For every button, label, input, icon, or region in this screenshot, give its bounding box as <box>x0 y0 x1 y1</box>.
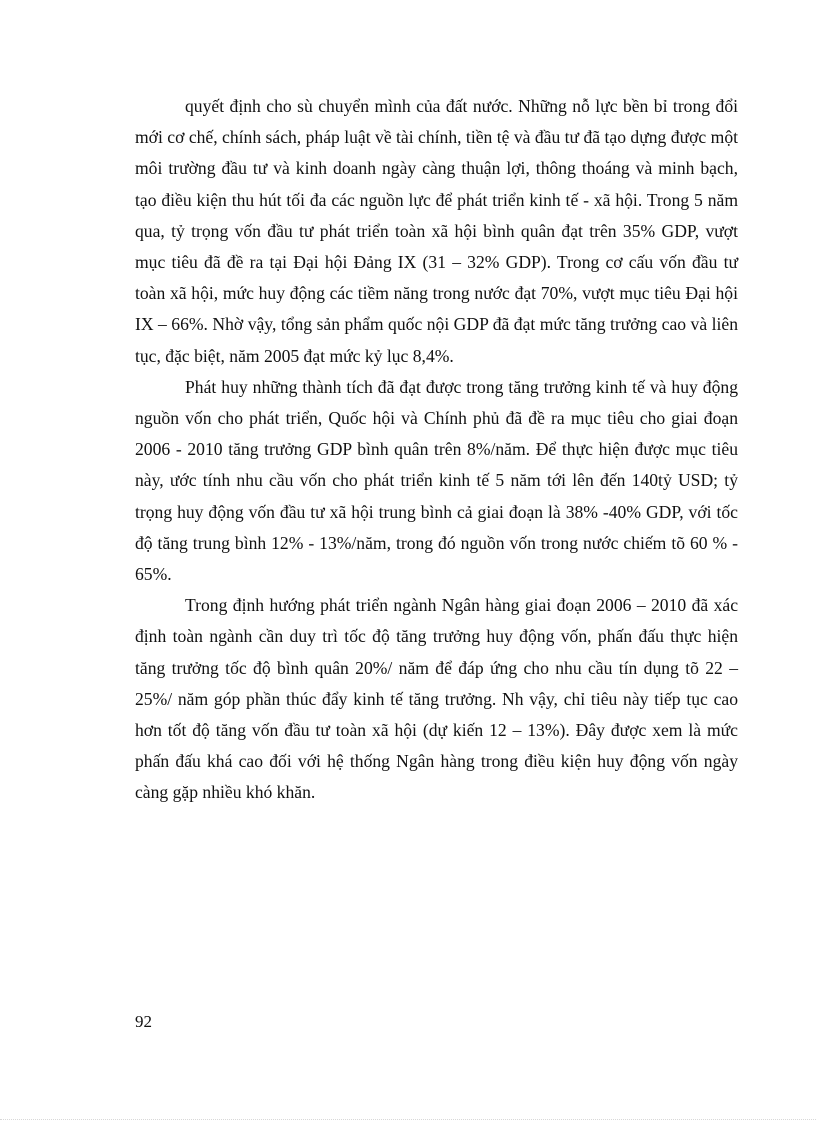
paragraph-2: Phát huy những thành tích đã đạt được trong tăng trưởng kinh tế và huy động nguồn vốn cho phát triển, Quốc hội và Chính phủ đã đề ra mục tiêu cho giai đoạn 2006 - 2010 tăng trưởng GDP bình quân trên 8%/năm. Để thực hiện được mục tiêu này, ước tính nhu cầu vốn cho phát triển kinh tế 5 năm tới lên đến 140tỷ USD; tỷ trọng huy động vốn đầu tư xã hội trung bình cả giai đoạn là 38% -40% GDP, với tốc độ tăng trung bình 12% - 13%/năm, trong đó nguồn vốn trong nước chiếm tõ 60 % - 65%. <box>135 376 738 585</box>
page-bottom-divider <box>0 1119 816 1120</box>
document-body <box>135 91 738 809</box>
paragraph-3: Trong định hướng phát triển ngành Ngân hàng giai đoạn 2006 – 2010 đã xác định toàn ngành cần duy trì tốc độ tăng trưởng huy động vốn, phấn đấu thực hiện tăng trưởng tốc độ bình quân 20%/ năm để đáp ứng cho nhu cầu tín dụng tõ 22 – 25%/ năm góp phần thúc đẩy kinh tế tăng trưởng. Nh vậy, chỉ tiêu này tiếp tục cao hơn tốt độ tăng vốn đầu tư toàn xã hội (dự kiến 12 – 13%). Đây được xem là mức phấn đấu khá cao đối với hệ thống Ngân hàng trong điều kiện huy động vốn ngày càng gặp nhiều khó khăn. <box>135 595 738 803</box>
page-number: 92 <box>135 1012 152 1031</box>
paragraph-1: quyết định cho sù chuyển mình của đất nước. Những nỗ lực bền bỉ trong đổi mới cơ chế, chính sách, pháp luật về tài chính, tiền tệ và đầu tư đã tạo dựng được một môi trường đầu tư và kinh doanh ngày càng thuận lợi, thông thoáng và minh bạch, tạo điều kiện thu hút tối đa các nguồn lực để phát triển kinh tế - xã hội. Trong 5 năm qua, tỷ trọng vốn đầu tư phát triển toàn xã hội bình quân đạt trên 35% GDP, vượt mục tiêu đã đề ra tại Đại hội Đảng IX (31 – 32% GDP). Trong cơ cấu vốn đầu tư toàn xã hội, mức huy động các tiềm năng trong nước đạt 70%, vượt mục tiêu Đại hội IX – 66%. Nhờ vậy, tổng sản phẩm quốc nội GDP đã đạt mức tăng trưởng cao và liên tục, đặc biệt, năm 2005 đạt mức kỷ lục 8,4%. <box>135 96 738 366</box>
